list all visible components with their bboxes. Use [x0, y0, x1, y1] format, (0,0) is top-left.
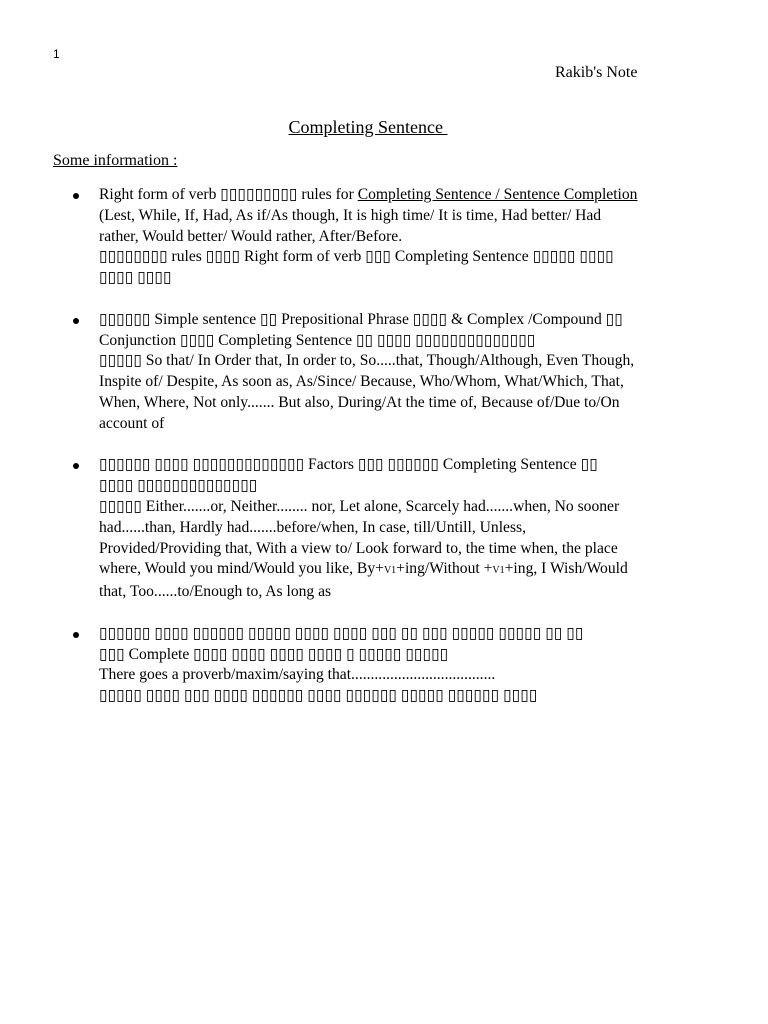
text-line: ▯▯▯▯ ▯▯▯▯: [99, 269, 172, 287]
document-title: [0, 117, 736, 138]
title-text: Completing Sentence: [288, 117, 443, 137]
text-line: Provided/Providing that, With a view to/ Look forward to, the time when, the place: [99, 539, 618, 557]
underlined-phrase: Completing Sentence / Sentence Completion: [357, 186, 638, 203]
text-line: Right form of verb ▯▯▯▯▯▯▯▯▯ rules for Completing Sentence / Sentence Completion: [99, 186, 638, 203]
text-line: ▯▯▯▯▯▯ ▯▯▯▯ ▯▯▯▯▯▯▯▯▯▯▯▯▯ Factors ▯▯▯ ▯▯▯▯▯▯ Completing Sentence ▯▯: [99, 456, 598, 474]
text-line: There goes a proverb/maxim/saying that.....................................: [99, 666, 496, 684]
bullet-icon: [73, 463, 79, 469]
page-number: 1: [53, 47, 60, 61]
bullet-icon: [73, 318, 79, 324]
text-line: ▯▯▯▯ ▯▯▯▯▯▯▯▯▯▯▯▯▯▯: [99, 477, 258, 495]
subscript: V1: [492, 565, 505, 577]
list-item: [53, 455, 723, 603]
subscript: V1: [383, 565, 397, 577]
text-line: ▯▯▯▯▯ So that/ In Order that, In order to, So.....that, Though/Although, Even Though,: [99, 352, 635, 370]
list-item: [53, 185, 723, 289]
text-line: where, Would you mind/Would you like, By+V1+ing/Without +V1+ing, I Wish/Would: [99, 560, 628, 578]
text-line: Inspite of/ Despite, As soon as, As/Since/ Because, Who/Whom, What/Which, That,: [99, 373, 624, 391]
text-line: ▯▯▯▯▯▯▯▯ rules ▯▯▯▯ Right form of verb ▯▯▯ Completing Sentence ▯▯▯▯▯ ▯▯▯▯: [99, 248, 614, 266]
bullet-icon: [73, 193, 79, 199]
text-line: ▯▯▯▯▯ ▯▯▯▯ ▯▯▯ ▯▯▯▯ ▯▯▯▯▯▯ ▯▯▯▯ ▯▯▯▯▯▯ ▯▯▯▯▯ ▯▯▯▯▯▯ ▯▯▯▯: [99, 687, 538, 705]
bullet-list: [53, 185, 723, 728]
subheading: Some information :: [53, 152, 178, 169]
bullet-icon: [73, 632, 79, 638]
text-line: (Lest, While, If, Had, As if/As though, It is high time/ It is time, Had better/ Had: [99, 206, 602, 224]
text-line: ▯▯▯▯▯▯ ▯▯▯▯ ▯▯▯▯▯▯ ▯▯▯▯▯ ▯▯▯▯ ▯▯▯▯ ▯▯▯ ▯▯ ▯▯▯ ▯▯▯▯▯ ▯▯▯▯▯ ▯▯ ▯▯: [99, 624, 584, 642]
list-item: [53, 310, 723, 435]
text-line: ▯▯▯▯▯▯ Simple sentence ▯▯ Prepositional Phrase ▯▯▯▯ & Complex /Compound ▯▯: [99, 310, 623, 328]
text-line: had......than, Hardly had.......before/when, In case, till/Untill, Unless,: [99, 518, 526, 536]
text-line: ▯▯▯▯▯ Either.......or, Neither........ nor, Let alone, Scarcely had.......when, No sooner: [99, 497, 620, 515]
header-note: Rakib's Note: [555, 64, 638, 81]
text-line: ▯▯▯ Complete ▯▯▯▯ ▯▯▯▯ ▯▯▯▯ ▯▯▯▯ ▯ ▯▯▯▯▯ ▯▯▯▯▯: [99, 645, 449, 663]
list-item: [53, 624, 723, 707]
text-line: rather, Would better/ Would rather, After/Before.: [99, 227, 403, 245]
text-line: account of: [99, 414, 165, 432]
text-line: When, Where, Not only....... But also, During/At the time of, Because of/Due to/On: [99, 393, 620, 411]
text-line: Conjunction ▯▯▯▯ Completing Sentence ▯▯ ▯▯▯▯ ▯▯▯▯▯▯▯▯▯▯▯▯▯▯: [99, 331, 536, 349]
text-line: that, Too......to/Enough to, As long as: [99, 583, 332, 601]
